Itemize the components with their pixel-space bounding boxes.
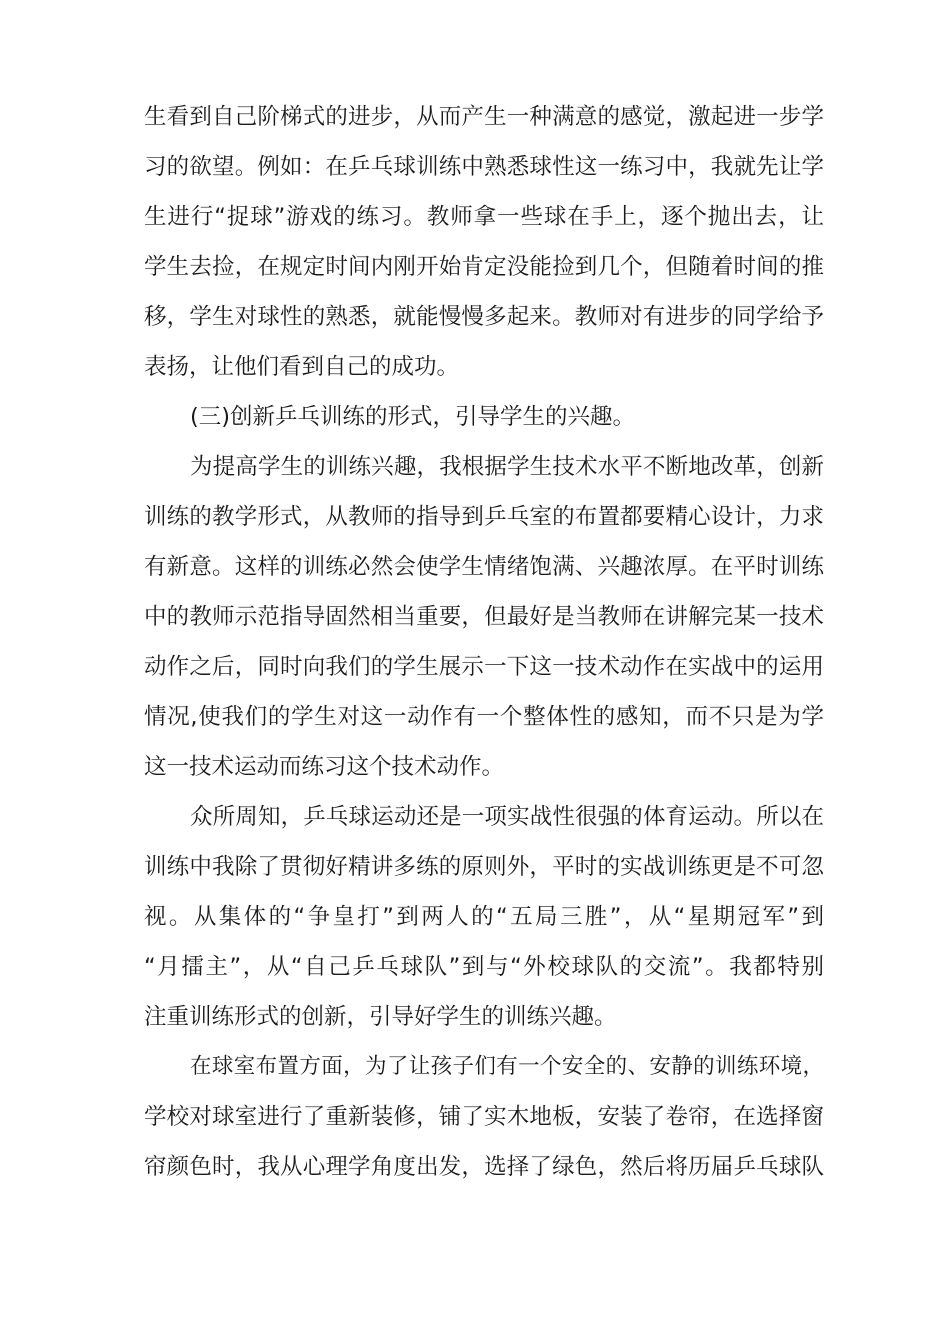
section-heading: (三)创新乒乓训练的形式，引导学生的兴趣。 — [190, 404, 636, 430]
text-line-12: 动作之后，同时向我们的学生展示一下这一技术动作在实战中的运用 — [144, 654, 824, 680]
text-line-9: 训练的教学形式，从教师的指导到乒乓室的布置都要精心设计，力求 — [144, 504, 824, 530]
text-line-13: 情况,使我们的学生对这一动作有一个整体性的感知，而不只是为学 — [144, 704, 824, 730]
text-line-20: 在球室布置方面，为了让孩子们有一个安全的、安静的训练环境， — [190, 1054, 824, 1079]
text-line-18: “月擂主”，从“自己乒乓球队”到与“外校球队的交流”。我都特别 — [144, 954, 824, 980]
text-line-19: 注重训练形式的创新，引导好学生的训练兴趣。 — [144, 1004, 617, 1030]
text-line-11: 中的教师示范指导固然相当重要，但最好是当教师在讲解完某一技术 — [144, 604, 824, 630]
text-line-2: 习的欲望。例如：在乒乓球训练中熟悉球性这一练习中，我就先让学 — [144, 154, 824, 180]
text-line-1: 生看到自己阶梯式的进步，从而产生一种满意的感觉，激起进一步学 — [144, 104, 824, 130]
text-line-21: 学校对球室进行了重新装修，铺了实木地板，安装了卷帘，在选择窗 — [144, 1104, 824, 1130]
text-line-16: 训练中我除了贯彻好精讲多练的原则外，平时的实战训练更是不可忽 — [144, 854, 824, 880]
text-line-10: 有新意。这样的训练必然会使学生情绪饱满、兴趣浓厚。在平时训练 — [144, 554, 824, 580]
text-line-14: 这一技术运动而练习这个技术动作。 — [144, 754, 505, 780]
text-line-22: 帘颜色时，我从心理学角度出发，选择了绿色，然后将历届乒乓球队 — [144, 1154, 824, 1180]
text-line-15: 众所周知，乒乓球运动还是一项实战性很强的体育运动。所以在 — [190, 804, 824, 830]
text-line-3: 生进行“捉球”游戏的练习。教师拿一些球在手上，逐个抛出去，让 — [144, 204, 824, 230]
text-line-17: 视。从集体的“争皇打”到两人的“五局三胜”，从“星期冠军”到 — [144, 904, 824, 930]
text-line-4: 学生去捡，在规定时间内刚开始肯定没能捡到几个，但随着时间的推 — [144, 254, 824, 280]
text-line-8: 为提高学生的训练兴趣，我根据学生技术水平不断地改革，创新 — [190, 454, 824, 480]
text-line-6: 表扬，让他们看到自己的成功。 — [144, 354, 460, 380]
text-line-5: 移，学生对球性的熟悉，就能慢慢多起来。教师对有进步的同学给予 — [144, 304, 824, 330]
